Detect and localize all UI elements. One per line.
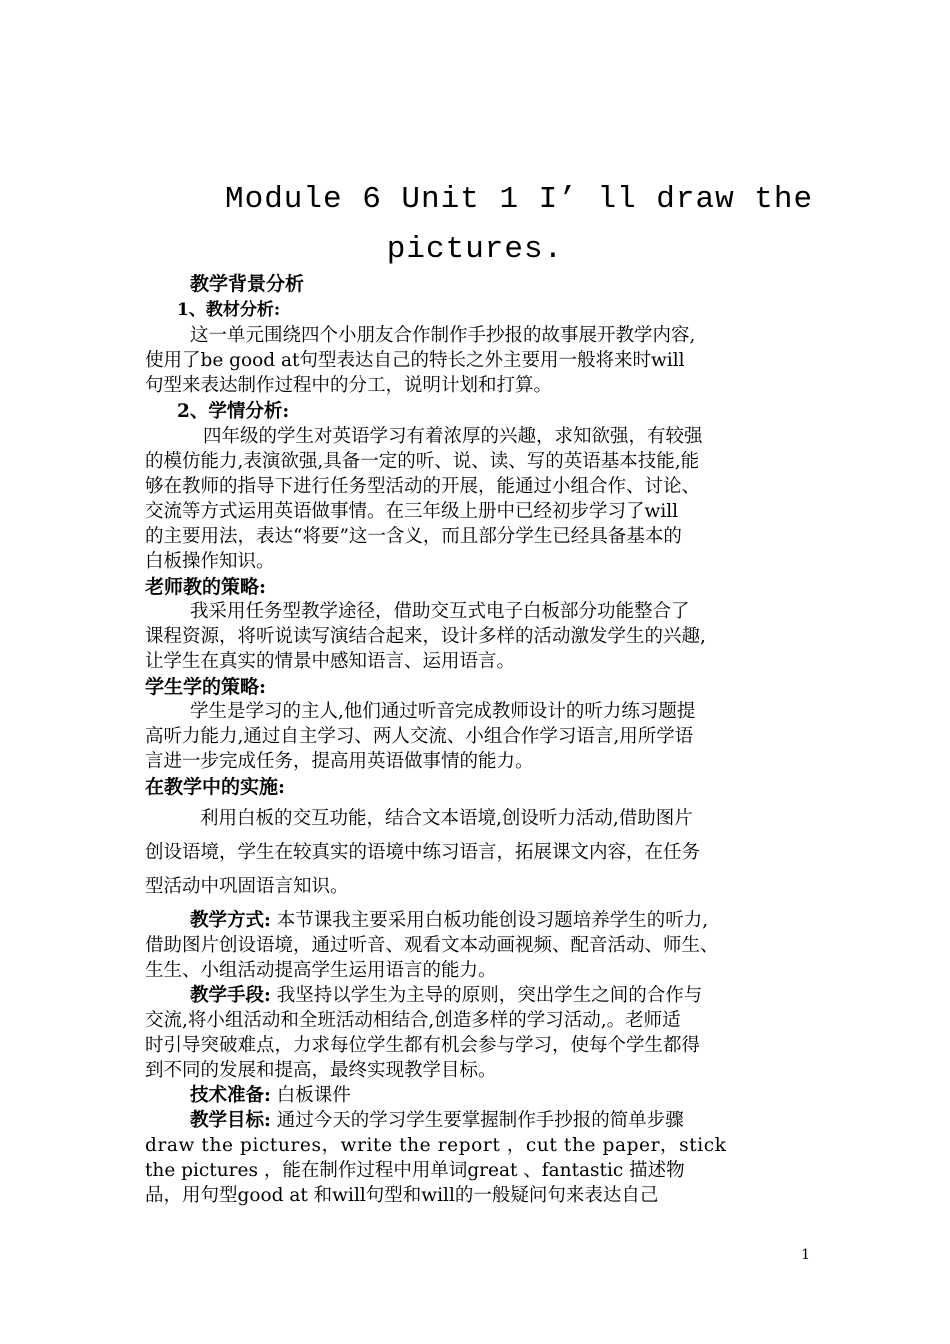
means-line xyxy=(190,985,702,1007)
paragraph-line: 高听力能力,通过自主学习、两人交流、小组合作学习语言,用所学语 xyxy=(145,726,694,747)
paragraph-line: 让学生在真实的情景中感知语言、运用语言。 xyxy=(145,651,516,672)
paragraph-line: 生生、小组活动提高学生运用语言的能力。 xyxy=(145,960,497,981)
paragraph-line: 言进一步完成任务，提高用英语做事情的能力。 xyxy=(145,751,534,772)
heading-background: 教学背景分析 xyxy=(190,273,305,295)
paragraph-line: 时引导突破难点，力求每位学生都有机会参与学习，使每个学生都得 xyxy=(145,1035,701,1056)
paragraph-line: 学生是学习的主人,他们通过听音完成教师设计的听力练习题提 xyxy=(190,701,696,722)
paragraph-line: 四年级的学生对英语学习有着浓厚的兴趣，求知欲强，有较强 xyxy=(203,426,703,447)
paragraph-line: 品，用句型good at 和will句型和will的一般疑问句来表达自己 xyxy=(145,1185,659,1206)
paragraph-line: 课程资源，将听说读写演结合起来，设计多样的活动激发学生的兴趣, xyxy=(145,626,706,647)
method-text: 本节课我主要采用白板功能创设习题培养学生的听力, xyxy=(270,910,709,931)
tech-label: 技术准备: xyxy=(190,1085,271,1106)
means-label: 教学手段: xyxy=(190,985,271,1006)
method-label: 教学方式: xyxy=(190,910,271,931)
paragraph-line: 够在教师的指导下进行任务型活动的开展，能通过小组合作、讨论、 xyxy=(145,476,701,497)
heading-material: 1、教材分析: xyxy=(177,300,281,320)
tech-line xyxy=(190,1085,351,1107)
goal-text: 通过今天的学习学生要掌握制作手抄报的简单步骤 xyxy=(270,1110,684,1131)
paragraph-line: 交流等方式运用英语做事情。在三年级上册中已经初步学习了will xyxy=(145,501,679,522)
paragraph-line: 到不同的发展和提高，最终实现教学目标。 xyxy=(145,1060,497,1081)
document-title-line2: pictures. xyxy=(386,232,564,267)
paragraph-line: 交流,将小组活动和全班活动相结合,创造多样的学习活动,。老师适 xyxy=(145,1010,681,1031)
paragraph-line: the pictures ，能在制作过程中用单词great 、fantastic 描述物 xyxy=(145,1160,685,1181)
goal-line xyxy=(190,1110,684,1132)
paragraph-line: 创设语境，学生在较真实的语境中练习语言，拓展课文内容，在任务 xyxy=(145,842,701,863)
heading-implementation: 在教学中的实施: xyxy=(145,776,286,798)
paragraph-line: 我采用任务型教学途径，借助交互式电子白板部分功能整合了 xyxy=(190,601,690,622)
paragraph-line: 型活动中巩固语言知识。 xyxy=(145,876,349,897)
paragraph-line: 借助图片创设语境，通过听音、观看文本动画视频、配音活动、师生、 xyxy=(145,935,719,956)
goal-label: 教学目标: xyxy=(190,1110,271,1131)
paragraph-line: 白板操作知识。 xyxy=(145,551,275,572)
document-title-line1: Module 6 Unit 1 I’ ll draw the xyxy=(225,182,814,217)
paragraph-line: 的主要用法，表达“将要”这一含义，而且部分学生已经具备基本的 xyxy=(145,526,682,547)
heading-learner-strategy: 学生学的策略: xyxy=(145,676,267,698)
paragraph-line: draw the pictures，write the report ，cut the paper，stick xyxy=(145,1135,727,1156)
page-number: 1 xyxy=(801,1247,810,1263)
paragraph-line: 这一单元围绕四个小朋友合作制作手抄报的故事展开教学内容, xyxy=(190,325,696,346)
tech-text: 白板课件 xyxy=(270,1085,351,1106)
paragraph-line: 句型来表达制作过程中的分工，说明计划和打算。 xyxy=(145,375,553,396)
paragraph-line: 使用了be good at句型表达自己的特长之外主要用一般将来时will xyxy=(145,350,685,371)
heading-students: 2、学情分析: xyxy=(177,401,290,422)
paragraph-line: 的模仿能力,表演欲强,具备一定的听、说、读、写的英语基本技能,能 xyxy=(145,451,700,472)
paragraph-line: 利用白板的交互功能，结合文本语境,创设听力活动,借助图片 xyxy=(200,808,693,829)
heading-teacher-strategy: 老师教的策略: xyxy=(145,576,267,598)
means-text: 我坚持以学生为主导的原则，突出学生之间的合作与 xyxy=(270,985,703,1006)
method-line xyxy=(190,910,708,932)
